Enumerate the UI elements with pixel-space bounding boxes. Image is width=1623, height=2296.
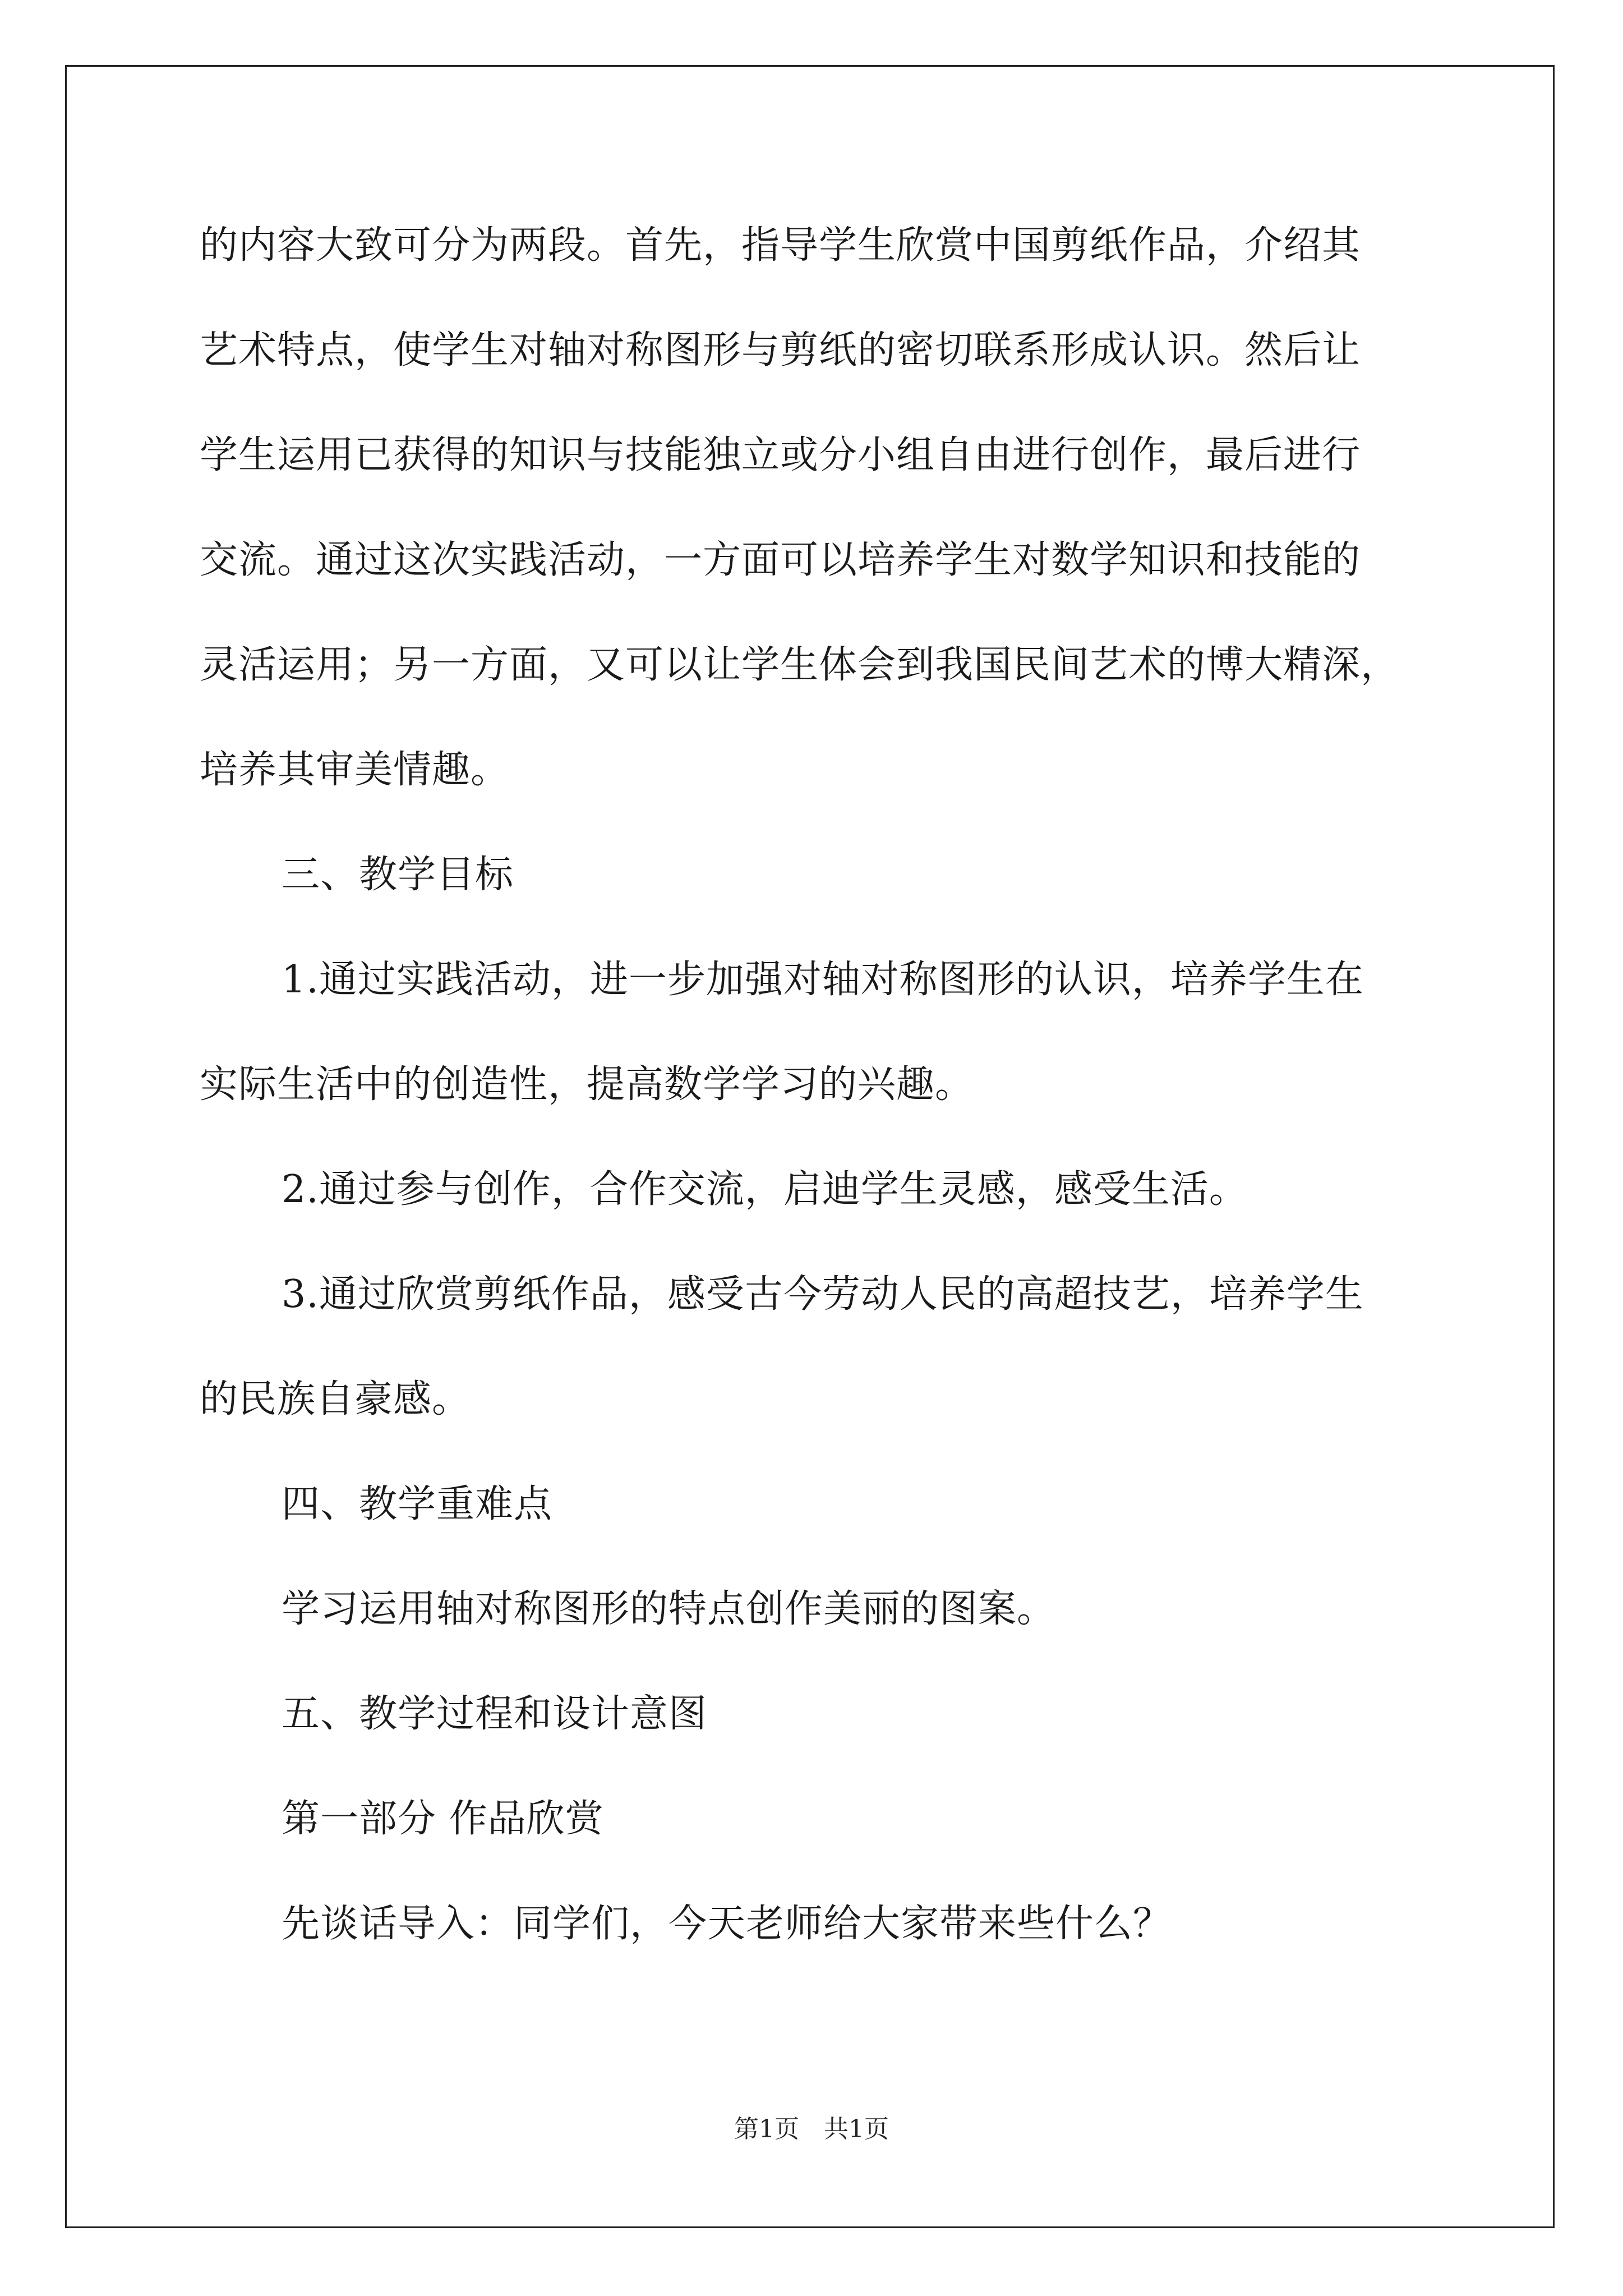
subsection-heading: 第一部分 作品欣赏 (282, 1797, 604, 1841)
list-item: 3.通过欣赏剪纸作品，感受古今劳动人民的高超技艺，培养学生 (282, 1272, 1364, 1317)
body-text-line: 艺术特点，使学生对轴对称图形与剪纸的密切联系形成认识。然后让 (200, 328, 1361, 372)
list-item: 2.通过参与创作，合作交流，启迪学生灵感，感受生活。 (282, 1167, 1248, 1212)
section-heading: 三、教学目标 (282, 853, 514, 897)
body-text-line: 学习运用轴对称图形的特点创作美丽的图案。 (282, 1587, 1056, 1631)
section-heading: 五、教学过程和设计意图 (282, 1692, 708, 1736)
body-text-line: 交流。通过这次实践活动，一方面可以培养学生对数学知识和技能的 (200, 538, 1361, 582)
section-heading: 四、教学重难点 (282, 1482, 553, 1526)
page-number-footer: 第1页 共1页 (734, 2115, 889, 2143)
body-text-line: 的民族自豪感。 (200, 1377, 471, 1421)
body-text-line: 实际生活中的创造性，提高数学学习的兴趣。 (200, 1062, 974, 1107)
body-text-line: 学生运用已获得的知识与技能独立或分小组自由进行创作，最后进行 (200, 433, 1361, 477)
body-text-line: 培养其审美情趣。 (200, 748, 510, 792)
body-text-line: 灵活运用；另一方面，又可以让学生体会到我国民间艺术的博大精深， (200, 643, 1400, 687)
body-text-line: 先谈话导入：同学们，今天老师给大家带来些什么？ (282, 1902, 1172, 1946)
list-item: 1.通过实践活动，进一步加强对轴对称图形的认识，培养学生在 (282, 958, 1364, 1002)
body-text-line: 的内容大致可分为两段。首先，指导学生欣赏中国剪纸作品，介绍其 (200, 223, 1361, 268)
